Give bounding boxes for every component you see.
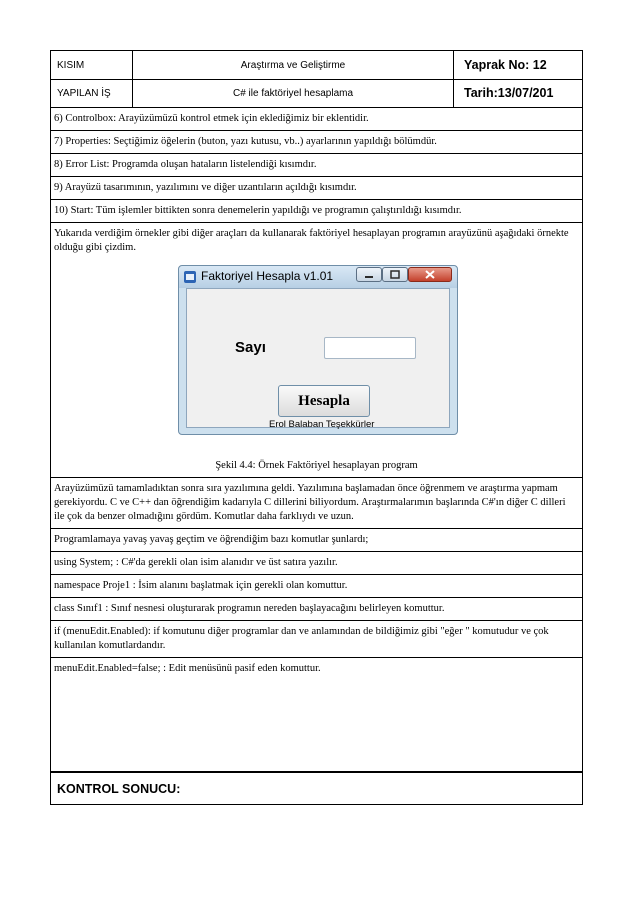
credit-text: Erol Balaban Teşekkürler (269, 419, 375, 430)
close-icon (408, 267, 452, 282)
window-titlebar (179, 266, 457, 288)
work-label: YAPILAN İŞ (51, 79, 133, 107)
paragraph: 6) Controlbox: Arayüzümüzü kontrol etmek için eklediğimiz bir eklentidir. (51, 108, 582, 131)
paragraph: if (menuEdit.Enabled): if komutunu diğer programlar dan ve anlamından de bildiğimiz gibi "eğer " komutudur ve çok kullanılan komutlardandır. (51, 621, 582, 658)
paragraph: 8) Error List: Programda oluşan hataların listelendiği kısımdır. (51, 154, 582, 177)
paragraph: Arayüzümüzü tamamladıktan sonra sıra yazılımına geldi. Yazılımına başlamadan önce öğrenmem ve araştırma yapmam gerekiyordu. C ve C++ dan öğrendiğim kadarıyla C dillerini biliyordum. Araştırmalarımın başlarında C#'ın diğer C dilleri ile çok da benzer olmadığını gördüm. Komutlar daha farklıydı ve uzun. (51, 478, 582, 529)
date-label: Tarih:13/07/201 (464, 86, 554, 100)
paragraph: using System; : C#'da gerekli olan isim alanıdır ve üst satıra yazılır. (51, 552, 582, 575)
figure-caption: Şekil 4.4: Örnek Faktöriyel hesaplayan program (51, 455, 582, 478)
figure (51, 259, 582, 455)
number-input (324, 337, 416, 359)
paragraph: 9) Arayüzü tasarımının, yazılımını ve diğer uzantıların açıldığı kısımdır. (51, 177, 582, 200)
page-number: Yaprak No: 12 (464, 58, 547, 72)
window-client-area (186, 288, 450, 428)
section-label: KISIM (51, 51, 133, 79)
number-label: Sayı (235, 339, 266, 356)
paragraph: menuEdit.Enabled=false; : Edit menüsünü pasif eden komuttur. (54, 663, 321, 674)
header-row-section (51, 51, 582, 80)
paragraph: Yukarıda verdiğim örnekler gibi diğer araçları da kullanarak faktöriyel hesaplayan programın arayüzünü aşağıdaki örnekte olduğu gibi çizdim. (54, 228, 569, 253)
paragraph: 10) Start: Tüm işlemler bittikten sonra denemelerin yapıldığı ve programın çalıştırıldığı kısımdır. (51, 200, 582, 223)
app-icon (184, 271, 196, 283)
body-content (51, 108, 582, 680)
work-title: C# ile faktöriyel hesaplama (133, 79, 454, 107)
header-row-work (51, 79, 582, 108)
calculate-button: Hesapla (278, 385, 370, 417)
paragraph: namespace Proje1 : İsim alanını başlatmak için gerekli olan komuttur. (51, 575, 582, 598)
maximize-icon (382, 267, 408, 282)
paragraph: 7) Properties: Seçtiğimiz öğelerin (buton, yazı kutusu, vb..) ayarlarının yapıldığı bölümdür. (51, 131, 582, 154)
paragraph: Programlamaya yavaş yavaş geçtim ve öğrendiğim bazı komutlar şunlardı; (51, 529, 582, 552)
section-title: Araştırma ve Geliştirme (133, 51, 454, 79)
minimize-icon (356, 267, 382, 282)
paragraph: class Sınıf1 : Sınıf nesnesi oluşturarak programın nereden başlayacağını belirleyen komuttur. (51, 598, 582, 621)
report-page (50, 50, 583, 805)
window-title: Faktoriyel Hesapla v1.01 (201, 269, 334, 283)
control-result-label: KONTROL SONUCU: (57, 782, 181, 796)
app-window-screenshot (178, 265, 458, 435)
